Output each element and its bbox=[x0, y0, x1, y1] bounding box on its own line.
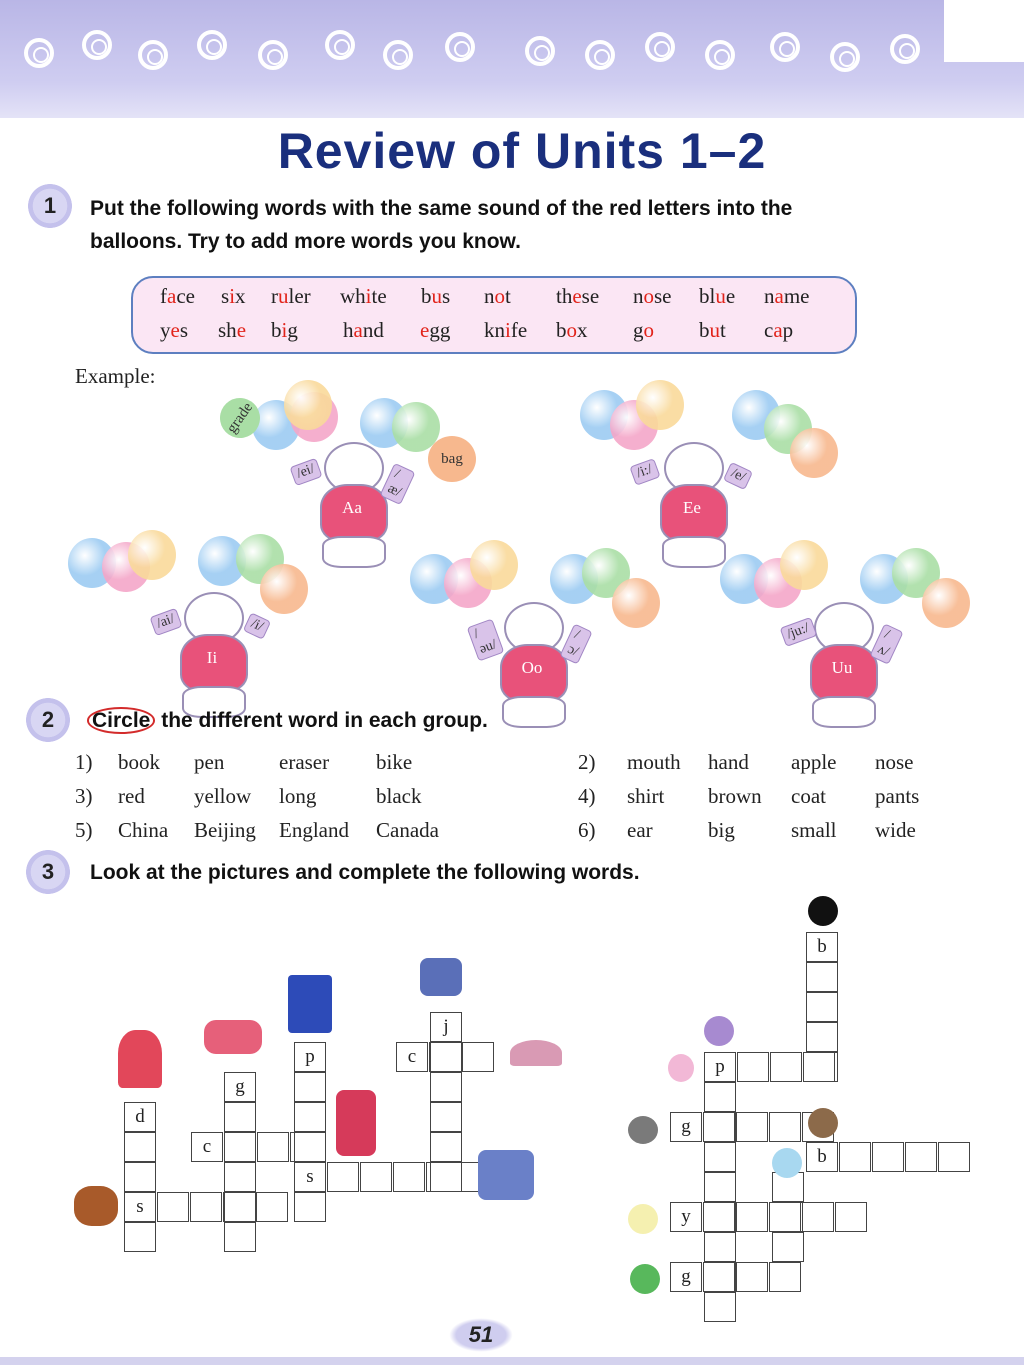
dress-picture bbox=[118, 1030, 162, 1088]
section-3-number: 3 bbox=[26, 850, 70, 894]
balloon bbox=[612, 578, 660, 628]
crossword-cell bbox=[294, 1102, 326, 1132]
exercise-number: 2) bbox=[578, 750, 596, 774]
word-item bbox=[160, 318, 188, 343]
ring-decoration bbox=[24, 38, 54, 68]
word-post: g bbox=[287, 318, 298, 342]
section-1-number: 1 bbox=[28, 184, 72, 228]
crossword-cell bbox=[256, 1192, 288, 1222]
gray-blob bbox=[628, 1116, 658, 1144]
crossword-cell bbox=[327, 1162, 359, 1192]
word-post: p bbox=[782, 318, 794, 342]
crossword-cell bbox=[393, 1162, 425, 1192]
word-balloon: bag bbox=[428, 436, 476, 482]
word-red-letter: a bbox=[774, 284, 784, 308]
shoes-picture bbox=[74, 1186, 118, 1226]
sound-tag: /ai/ bbox=[149, 608, 182, 636]
balloon bbox=[922, 578, 970, 628]
bear-legs bbox=[322, 536, 386, 568]
word-red-letter: u bbox=[709, 318, 720, 342]
exercise-word: pants bbox=[875, 784, 920, 808]
word-red-letter: e bbox=[170, 318, 180, 342]
word-item bbox=[764, 318, 793, 343]
crossword-cell bbox=[294, 1072, 326, 1102]
word-red-letter: e bbox=[572, 284, 582, 308]
crossword-cell bbox=[430, 1042, 462, 1072]
exercise-number: 5) bbox=[75, 818, 93, 842]
pink-blob bbox=[668, 1054, 694, 1082]
coat-picture bbox=[336, 1090, 376, 1156]
cap-picture bbox=[510, 1040, 562, 1066]
exercise-word: apple bbox=[791, 750, 837, 774]
ring-decoration bbox=[770, 32, 800, 62]
crossword-cell bbox=[430, 1162, 462, 1192]
sound-tag: /əu/ bbox=[467, 618, 505, 661]
crossword-cell bbox=[839, 1142, 871, 1172]
word-item bbox=[699, 318, 726, 343]
word-post: t bbox=[505, 284, 511, 308]
pants-picture bbox=[288, 975, 332, 1033]
word-red-letter: i bbox=[229, 284, 236, 308]
crossword-cell bbox=[769, 1112, 801, 1142]
word-pre: bl bbox=[699, 284, 716, 308]
bear-legs bbox=[662, 536, 726, 568]
crossword-clue-cell: s bbox=[124, 1192, 156, 1222]
exercise-number: 1) bbox=[75, 750, 93, 774]
crossword-cell bbox=[124, 1162, 156, 1192]
word-post: fe bbox=[510, 318, 528, 342]
word-post: x bbox=[577, 318, 588, 342]
crossword-cell bbox=[736, 1262, 768, 1292]
word-item bbox=[420, 318, 450, 343]
word-red-letter: a bbox=[167, 284, 177, 308]
instruction-line-1: Put the following words with the same sound of the red letters into the bbox=[90, 197, 793, 220]
crossword-cell bbox=[224, 1192, 256, 1222]
blue-blob bbox=[772, 1148, 802, 1178]
ring-decoration bbox=[445, 32, 475, 62]
sound-tag: /ju:/ bbox=[780, 617, 817, 647]
gloves-picture bbox=[204, 1020, 262, 1054]
exercise-word: small bbox=[791, 818, 837, 842]
word-pre: b bbox=[699, 318, 710, 342]
sound-tag: /ei/ bbox=[289, 458, 322, 486]
crossword-cell bbox=[704, 1292, 736, 1322]
word-item bbox=[556, 284, 599, 309]
word-item bbox=[160, 284, 195, 309]
word-item bbox=[633, 284, 672, 309]
crossword-cell bbox=[806, 962, 838, 992]
word-item bbox=[271, 318, 298, 343]
exercise-word: bike bbox=[376, 750, 413, 774]
balloon bbox=[470, 540, 518, 590]
word-post: te bbox=[371, 284, 387, 308]
ring-decoration bbox=[890, 34, 920, 64]
section-2-rest: the different word in each group. bbox=[155, 709, 488, 732]
crossword-cell bbox=[770, 1052, 802, 1082]
word-pre: b bbox=[556, 318, 567, 342]
word-pre: g bbox=[633, 318, 644, 342]
exercise-number: 6) bbox=[578, 818, 596, 842]
green-blob bbox=[630, 1264, 660, 1294]
ring-decoration bbox=[325, 30, 355, 60]
word-red-letter: u bbox=[278, 284, 289, 308]
word-post: se bbox=[654, 284, 672, 308]
crossword-cell bbox=[704, 1232, 736, 1262]
crossword-cell bbox=[224, 1102, 256, 1132]
section-1-instruction bbox=[90, 192, 990, 258]
exercise-word: mouth bbox=[627, 750, 681, 774]
instruction-line-2: balloons. Try to add more words you know. bbox=[90, 230, 521, 253]
crossword-cell bbox=[124, 1132, 156, 1162]
crossword-cell bbox=[737, 1052, 769, 1082]
bear-letter: Ee bbox=[683, 498, 701, 517]
word-box bbox=[131, 276, 857, 354]
word-item bbox=[343, 318, 384, 343]
crossword-cell bbox=[360, 1162, 392, 1192]
crossword-cell bbox=[224, 1132, 256, 1162]
crossword-cell bbox=[736, 1112, 768, 1142]
crossword-cell bbox=[769, 1202, 801, 1232]
word-pre: n bbox=[764, 284, 775, 308]
word-pre: y bbox=[160, 318, 171, 342]
word-red-letter: o bbox=[494, 284, 505, 308]
crossword-cell bbox=[835, 1202, 867, 1232]
exercise-word: ear bbox=[627, 818, 653, 842]
crossword-cell bbox=[704, 1142, 736, 1172]
word-item bbox=[484, 284, 511, 309]
crossword-cell bbox=[872, 1142, 904, 1172]
crossword-cell bbox=[802, 1202, 834, 1232]
crossword-cell bbox=[190, 1192, 222, 1222]
word-pre: th bbox=[556, 284, 573, 308]
crossword-clue-cell: g bbox=[670, 1262, 702, 1292]
crossword-cell bbox=[806, 992, 838, 1022]
crossword-cell bbox=[938, 1142, 970, 1172]
word-post: me bbox=[783, 284, 810, 308]
crossword-cell bbox=[124, 1222, 156, 1252]
exercise-word: wide bbox=[875, 818, 916, 842]
bear-letter: Ii bbox=[206, 648, 218, 667]
word-pre: c bbox=[764, 318, 774, 342]
word-pre: h bbox=[343, 318, 354, 342]
crossword-cell bbox=[430, 1072, 462, 1102]
ring-decoration bbox=[645, 32, 675, 62]
word-red-letter: i bbox=[505, 318, 511, 342]
word-item bbox=[556, 318, 588, 343]
bear-letter: Oo bbox=[521, 658, 543, 677]
section-2-instruction bbox=[92, 704, 488, 737]
bear-legs bbox=[812, 696, 876, 728]
word-red-letter: o bbox=[643, 318, 654, 342]
word-post: s bbox=[179, 318, 189, 342]
word-red-letter: o bbox=[566, 318, 577, 342]
exercise-word: book bbox=[118, 750, 160, 774]
ring-decoration bbox=[705, 40, 735, 70]
ring-decoration bbox=[197, 30, 227, 60]
word-pre: b bbox=[271, 318, 282, 342]
brown-blob bbox=[808, 1108, 838, 1138]
bear-letter: Uu bbox=[831, 658, 853, 677]
ring-decoration bbox=[138, 40, 168, 70]
crossword-clue-cell: b bbox=[806, 932, 838, 962]
word-pre: n bbox=[633, 284, 644, 308]
word-red-letter: i bbox=[365, 284, 372, 308]
crossword-cell bbox=[703, 1202, 735, 1232]
sound-tag: /i:/ bbox=[629, 458, 660, 486]
page-title: Review of Units 1–2 bbox=[277, 123, 767, 179]
sound-tag: /ʌ/ bbox=[869, 623, 903, 664]
balloon bbox=[284, 380, 332, 430]
exercise-word: shirt bbox=[627, 784, 665, 808]
word-item bbox=[221, 284, 246, 309]
word-pre: sh bbox=[218, 318, 237, 342]
yellow-blob bbox=[628, 1204, 658, 1234]
word-item bbox=[340, 284, 387, 309]
exercise-word: Canada bbox=[376, 818, 439, 842]
crossword-clue-cell: y bbox=[670, 1202, 702, 1232]
ring-decoration bbox=[383, 40, 413, 70]
crossword-clue-cell: p bbox=[294, 1042, 326, 1072]
exercise-number: 4) bbox=[578, 784, 596, 808]
word-post: s bbox=[442, 284, 451, 308]
word-pre: kn bbox=[484, 318, 505, 342]
word-item bbox=[218, 318, 246, 343]
word-red-letter: a bbox=[353, 318, 363, 342]
shirt-picture bbox=[478, 1150, 534, 1200]
balloon bbox=[128, 530, 176, 580]
crossword-cell bbox=[224, 1222, 256, 1252]
exercise-number: 3) bbox=[75, 784, 93, 808]
word-red-letter: e bbox=[420, 318, 430, 342]
word-pre: r bbox=[271, 284, 278, 308]
exercise-word: nose bbox=[875, 750, 914, 774]
exercise-word: England bbox=[279, 818, 349, 842]
word-pre: b bbox=[421, 284, 432, 308]
exercise-word: black bbox=[376, 784, 422, 808]
crossword-cell bbox=[769, 1262, 801, 1292]
word-post: ce bbox=[176, 284, 195, 308]
word-red-letter: a bbox=[773, 318, 783, 342]
page-number: 51 bbox=[449, 1318, 513, 1352]
circle-word: Circle bbox=[87, 707, 155, 734]
crossword-cell bbox=[736, 1202, 768, 1232]
word-post: t bbox=[720, 318, 726, 342]
bear-letter: Aa bbox=[342, 498, 362, 517]
crossword-clue-cell: c bbox=[396, 1042, 428, 1072]
ring-decoration bbox=[82, 30, 112, 60]
word-item bbox=[271, 284, 311, 309]
crossword-cell bbox=[905, 1142, 937, 1172]
ring-decoration bbox=[525, 36, 555, 66]
balloon bbox=[636, 380, 684, 430]
crossword-clue-cell: j bbox=[430, 1012, 462, 1042]
word-red-letter: e bbox=[236, 318, 247, 342]
crossword-cell bbox=[224, 1162, 256, 1192]
balloon bbox=[260, 564, 308, 614]
sound-tag: /æ/ bbox=[379, 463, 415, 505]
exercise-word: coat bbox=[791, 784, 826, 808]
word-post: e bbox=[725, 284, 736, 308]
bear-legs bbox=[502, 696, 566, 728]
word-red-letter: o bbox=[643, 284, 654, 308]
section-3-instruction: Look at the pictures and complete the following words. bbox=[90, 861, 640, 884]
word-item bbox=[699, 284, 735, 309]
word-post: gg bbox=[429, 318, 451, 342]
exercise-word: big bbox=[708, 818, 735, 842]
word-pre: wh bbox=[340, 284, 366, 308]
exercise-word: red bbox=[118, 784, 145, 808]
word-post: ler bbox=[288, 284, 311, 308]
crossword-cell bbox=[803, 1052, 835, 1082]
exercise-word: China bbox=[118, 818, 169, 842]
purple-blob bbox=[704, 1016, 734, 1046]
crossword-cell bbox=[430, 1132, 462, 1162]
crossword-cell bbox=[157, 1192, 189, 1222]
exercise-word: pen bbox=[194, 750, 225, 774]
word-red-letter: i bbox=[281, 318, 288, 342]
sound-tag: /e/ bbox=[723, 462, 753, 490]
word-pre: n bbox=[484, 284, 495, 308]
exercise-word: hand bbox=[708, 750, 749, 774]
crossword-cell bbox=[462, 1042, 494, 1072]
word-red-letter: u bbox=[715, 284, 726, 308]
word-post: se bbox=[581, 284, 600, 308]
crossword-clue-cell: p bbox=[704, 1052, 736, 1082]
exercise-word: yellow bbox=[194, 784, 252, 808]
word-item bbox=[764, 284, 809, 309]
section-2-number: 2 bbox=[26, 698, 70, 742]
exercise-word: brown bbox=[708, 784, 762, 808]
crossword-clue-cell: c bbox=[191, 1132, 223, 1162]
header-notch bbox=[944, 0, 1024, 62]
header-band bbox=[0, 0, 1024, 118]
crossword-cell bbox=[704, 1082, 736, 1112]
ring-decoration bbox=[258, 40, 288, 70]
jacket-picture bbox=[420, 958, 462, 996]
word-pre: s bbox=[221, 284, 230, 308]
crossword-cell bbox=[704, 1172, 736, 1202]
crossword-clue-cell: d bbox=[124, 1102, 156, 1132]
exercise-word: Beijing bbox=[194, 818, 256, 842]
exercise-word: eraser bbox=[279, 750, 330, 774]
word-item bbox=[484, 318, 527, 343]
crossword-clue-cell: s bbox=[294, 1162, 326, 1192]
word-balloon: grade bbox=[212, 390, 268, 446]
exercise-word: long bbox=[279, 784, 317, 808]
balloon bbox=[780, 540, 828, 590]
word-pre: f bbox=[160, 284, 167, 308]
word-post: x bbox=[235, 284, 246, 308]
sound-tag: /i/ bbox=[243, 612, 271, 639]
word-red-letter: u bbox=[431, 284, 442, 308]
word-item bbox=[421, 284, 450, 309]
crossword-cell bbox=[294, 1132, 326, 1162]
crossword-cell bbox=[772, 1232, 804, 1262]
crossword-clue-cell: g bbox=[670, 1112, 702, 1142]
black-blob bbox=[808, 896, 838, 926]
example-label: Example: bbox=[75, 364, 156, 388]
crossword-clue-cell: g bbox=[224, 1072, 256, 1102]
crossword-cell bbox=[806, 1022, 838, 1052]
sound-tag: /ɔ/ bbox=[559, 623, 592, 664]
crossword-cell bbox=[703, 1112, 735, 1142]
ring-decoration bbox=[830, 42, 860, 72]
word-item bbox=[633, 318, 654, 343]
crossword-cell bbox=[257, 1132, 289, 1162]
crossword-cell bbox=[430, 1102, 462, 1132]
crossword-cell bbox=[294, 1192, 326, 1222]
ring-decoration bbox=[585, 40, 615, 70]
balloon bbox=[790, 428, 838, 478]
crossword-clue-cell: b bbox=[806, 1142, 838, 1172]
word-post: nd bbox=[362, 318, 384, 342]
crossword-cell bbox=[703, 1262, 735, 1292]
footer-band bbox=[0, 1357, 1024, 1365]
